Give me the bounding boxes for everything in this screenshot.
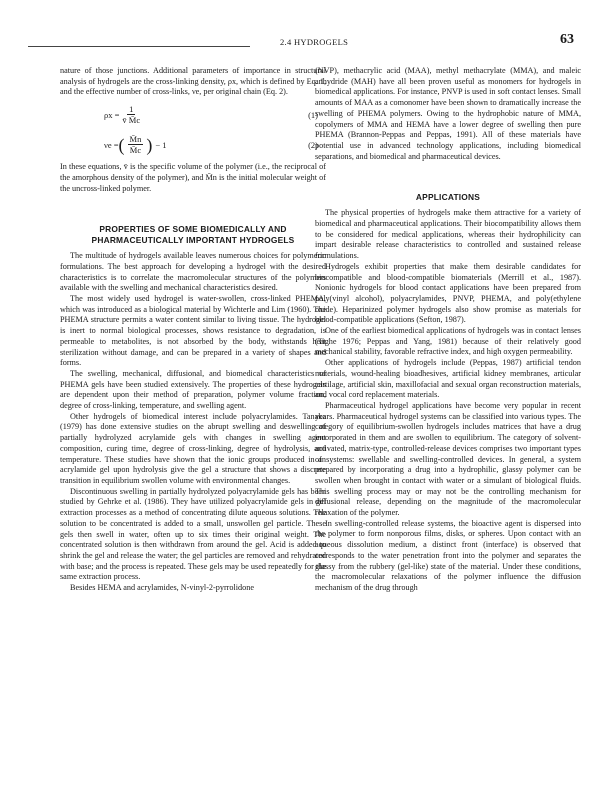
paragraph: Hydrogels exhibit properties that make them desirable candidates for biocompatible and blood-compatible biomaterials (Merrill et al., 1987). Nonionic hydrogels for blood contact applications have been prepared from poly(vinyl alcohol), polyacrylamides, PNVP, PHEMA, and poly(ethylene oxide). Heparinized polymer hydrogels also show promise as materials for blood-compatible applications (Sefton, 1987). — [315, 261, 581, 325]
fraction-numerator: M̄n — [129, 134, 142, 145]
paragraph: The most widely used hydrogel is water-swollen, cross-linked PHEMA, which was introduced as a biological material by Wichterle and Lim (1960). The PHEMA structure permits a water content similar to living tissue. The hydrogel is inert to normal biological processes, shows resistance to degradation, is permeable to metabolites, is not absorbed by the body, withstands heat sterilization without damage, and can be prepared in a variety of shapes and forms. — [60, 294, 326, 368]
fraction-denominator: M̄c — [129, 145, 142, 156]
paragraph: Other applications of hydrogels include (Peppas, 1987) artificial tendon materials, wound-healing bioadhesives, artificial kidney membranes, articular cartilage, artificial skin, maxillofacial and sexual organ reconstruction materials, and vocal cord replacement materials. — [315, 358, 581, 400]
paragraph: The multitude of hydrogels available leaves numerous choices for polymeric formulations. The best approach for developing a hydrogel with the desired characteristics is to correlate the macromolecular structures of the polymers available with the swelling and mechanical characteristics desired. — [60, 251, 326, 293]
section-heading: APPLICATIONS — [415, 192, 481, 203]
equation-1 — [60, 102, 326, 128]
section-heading: PROPERTIES OF SOME BIOMEDICALLY AND PHARMACEUTICALLY IMPORTANT HYDROGELS — [91, 224, 295, 246]
paragraph: The physical properties of hydrogels make them attractive for a variety of biomedical and pharmaceutical applications. Their biocompatibility allows them to be considered for medical applications, whereas their hydrophilicity can impart desirable release characteristics to controlled and sustained release formulations. — [315, 208, 581, 261]
paragraph: The swelling, mechanical, diffusional, and biomedical characteristics of PHEMA gels have been studied extensively. The properties of these hydrogels are dependent upon their method of preparation, polymer volume fraction, degree of cross-linking, temperature, and swelling agent. — [60, 368, 326, 411]
paragraph: One of the earliest biomedical applications of hydrogels was in contact lenses (Tighe 1976; Peppas and Yang, 1981) because of their relatively good mechanical stability, favorable refractive index, and high oxygen permeability. — [315, 326, 581, 357]
fraction — [122, 105, 140, 125]
equation-lhs: νe = — [104, 139, 119, 150]
close-paren: ) — [146, 135, 153, 156]
right-column — [315, 66, 581, 594]
header-rule — [28, 46, 250, 47]
fraction — [128, 135, 144, 155]
left-column — [60, 66, 326, 594]
equation-tail: − 1 — [155, 139, 167, 150]
equation-2 — [60, 132, 326, 158]
open-paren: ( — [118, 135, 125, 156]
paragraph: Pharmaceutical hydrogel applications have become very popular in recent years. Pharmaceutical hydrogel systems can be classified into various types. The category of equilibrium-swollen hydrogels includes matrices that have a drug incorporated in them and are swollen to equilibrium. The category of solvent-activated, matrix-type, controlled-release devices comprises two important types of systems: swellable and swelling-controlled devices. In general, a system prepared by incorporating a drug into a hydrophilic, glassy polymer can be swollen when brought in contact with water or a simulant of biological fluids. This swelling process may or may not be the controlling mechanism for diffusional release, depending on the magnitude of the macromolecular relaxation of the polymer. — [315, 400, 581, 518]
paragraph: In swelling-controlled release systems, the bioactive agent is dispersed into the polymer to form nonporous films, disks, or spheres. Upon contact with an aqueous dissolution medium, a distinct front (interface) is observed that corresponds to the water penetration front into the polymer and separates the glassy from the rubbery (gel-like) state of the material. Under these conditions, the macromolecular relaxations of the polymer influence the diffusion mechanism of the drug through — [315, 518, 581, 592]
fraction-denominator: v̄ M̄c — [122, 115, 141, 126]
equation-number: (1) — [308, 110, 318, 121]
page-number: 63 — [560, 32, 574, 47]
paragraph: (NVP), methacrylic acid (MAA), methyl methacrylate (MMA), and maleic anhydride (MAH) have all been proven useful as monomers for hydrogels in biomedical applications. For instance, PNVP is used in soft contact lenses. Small amounts of MAA as a comonomer have been shown to dramatically increase the swelling of PHEMA polymers. Owing to the hydrophobic nature of MMA, copolymers of MMA and HEMA have a lower degree of swelling then pure PHEMA (Brannon-Peppas and Peppas, 1991). All of these materials have potential use in advanced technology applications, including biomedical separations, and biomedical and pharmaceutical devices. — [315, 66, 581, 161]
equation-number: (2) — [308, 140, 318, 151]
paragraph: Other hydrogels of biomedical interest include polyacrylamides. Tanaka (1979) has done extensive studies on the abrupt swelling and deswelling of partially hydrolyzed acrylamide gels with changes in swelling agent composition, curing time, degree of cross-linking, degree of hydrolysis, and temperature. These studies have shown that the ionic groups produced in an acrylamide gel upon hydrolysis give the gel a structure that shows a discrete transition in equilibrium swollen volume with environmental changes. — [60, 411, 326, 485]
paragraph: Besides HEMA and acrylamides, N-vinyl-2-pyrrolidone — [70, 583, 254, 593]
fraction-numerator: 1 — [129, 104, 134, 115]
paragraph: nature of those junctions. Additional parameters of importance in structural analysis of hydrogels are the cross-linking density, ρx, which is defined by Eq. 1, and the effective number of cross-links, νe, per original chain (Eq. 2). — [60, 66, 326, 97]
paragraph: Discontinuous swelling in partially hydrolyzed polyacrylamide gels has been studied by Gehrke et al. (1986). They have utilized polyacrylamide gels in gel extraction processes as a method of concentrating dilute aqueous solutions. The solution to be concentrated is added to a small, unswollen gel particle. These gels then swell in water, often up to six times their original weight. The concentrated solution is then withdrawn from around the gel. Acid is added to shrink the gel and release the water; the gel particles are removed and rehydrated with base; and the process is repeated. These gels may be used repeatedly for the same extraction process. — [60, 486, 326, 582]
page-header — [28, 28, 578, 54]
paragraph: In these equations, v̄ is the specific volume of the polymer (i.e., the reciprocal of the amorphous density of the polymer), and M̄n is the initial molecular weight of the uncross-linked polymer. — [60, 162, 326, 193]
running-head: 2.4 HYDROGELS — [280, 37, 349, 47]
equation-lhs: ρx = — [104, 109, 120, 120]
